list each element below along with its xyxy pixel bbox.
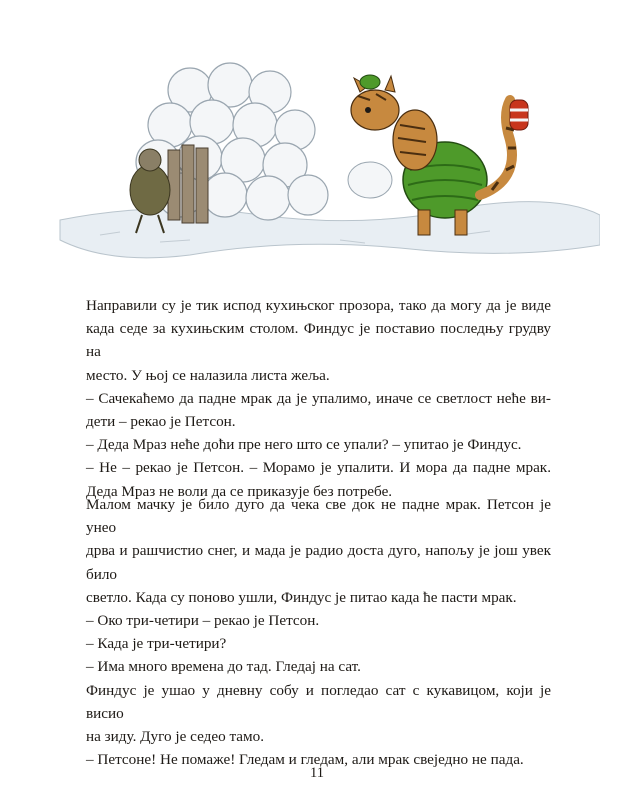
- paragraph-2: [86, 493, 551, 771]
- text-line: – Када је три-четири?: [86, 635, 227, 653]
- text-line: – Око три-четири – рекао је Петсон.: [86, 612, 320, 630]
- text-line: место. У њој се налазила листа жеља.: [86, 366, 330, 384]
- page-number: 11: [310, 765, 324, 781]
- text-line: светло. Када су поново ушли, Финдус је питао када ће пасти мрак.: [86, 588, 517, 606]
- paragraph-1: [86, 294, 551, 503]
- text-line: – Не – рекао је Петсон. – Морамо је упалити. И мора да падне мрак.: [86, 459, 551, 477]
- text-line: Малом мачку је било дуго да чека све док не падне мрак. Петсон је унео: [86, 496, 551, 537]
- illustration: [40, 30, 600, 280]
- text-line: Финдус је ушао у дневну собу и погледао сат с кукавицом, који је висио: [86, 681, 551, 722]
- text-line: Деда Мраз не воли да се приказује без потребе.: [86, 482, 393, 500]
- text-line: Направили су је тик испод кухињског прозора, тако да могу да је виде: [86, 297, 551, 314]
- text-line: дети – рекао је Петсон.: [86, 413, 236, 431]
- text-line: – Сачекаћемо да падне мрак да је упалимо, иначе се светлост неће ви-: [86, 389, 551, 407]
- text-line: дрва и рашчистио снег, и мада је радио доста дуго, напољу је још увек било: [86, 542, 551, 583]
- text-line: – Петсоне! Не помаже! Гледам и гледам, али мрак свеједно не пада.: [86, 751, 524, 769]
- text-line: – Деда Мраз неће доћи пре него што се упали? – упитао је Финдус.: [86, 436, 522, 454]
- text-line: када седе за кухињским столом. Финдус је поставио последњу грудву на: [86, 320, 551, 361]
- text-line: – Има много времена до тад. Гледај на сат.: [86, 658, 361, 676]
- wooden-fence: [168, 145, 208, 223]
- text-line: на зиду. Дуго је седео тамо.: [86, 728, 265, 746]
